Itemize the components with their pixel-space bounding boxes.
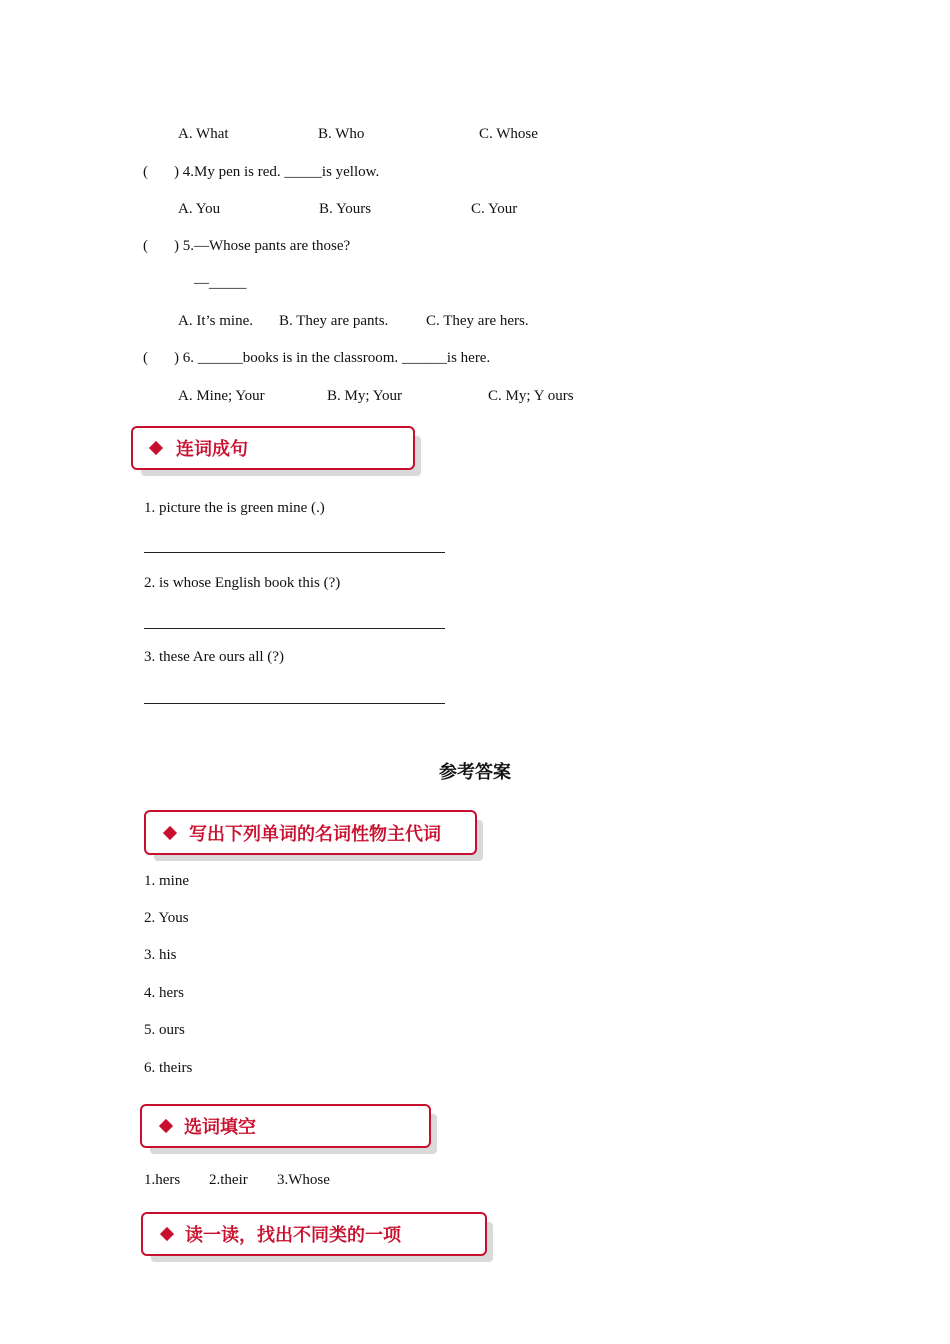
section-header-sentences <box>131 426 415 470</box>
q4-option-b: B. Yours <box>319 201 372 217</box>
diamond-bullet-icon <box>149 441 163 455</box>
q4-stem: ) 4.My pen is red. _____is yellow. <box>174 164 380 180</box>
section-header-fill <box>140 1104 431 1148</box>
answer-key-title: 参考答案 <box>439 762 511 783</box>
q6-option-a: A. Mine; Your <box>178 388 265 404</box>
q3-option-b: B. Who <box>318 126 365 142</box>
diamond-bullet-icon <box>163 825 177 839</box>
diamond-bullet-icon <box>160 1227 174 1241</box>
pronoun-answer-4: 4. hers <box>144 985 184 1001</box>
section-header-odd-one-out <box>141 1212 487 1256</box>
answer-line-1 <box>144 552 445 553</box>
fill-answer-2: 2.their <box>209 1172 248 1188</box>
answer-line-2 <box>144 628 445 629</box>
q4-option-c: C. Your <box>471 201 518 217</box>
diamond-bullet-icon <box>159 1119 173 1133</box>
q3-option-a: A. What <box>178 126 229 142</box>
sentence-3: 3. these Are ours all (?) <box>144 649 284 665</box>
q5-option-b: B. They are pants. <box>279 313 389 329</box>
pronoun-answer-1: 1. mine <box>144 873 189 889</box>
q4-paren: ( <box>143 164 148 180</box>
q5-stem: ) 5.—Whose pants are those? <box>174 238 351 254</box>
section-title: 选词填空 <box>184 1117 256 1138</box>
pronoun-answer-6: 6. theirs <box>144 1060 193 1076</box>
section-title: 连词成句 <box>176 439 248 460</box>
q6-option-b: B. My; Your <box>327 388 403 404</box>
q6-option-c: C. My; Y ours <box>488 388 574 404</box>
section-title: 读一读，找出不同类的一项 <box>185 1225 401 1246</box>
q5-answer-line: —_____ <box>194 275 247 291</box>
fill-answer-1: 1.hers <box>144 1172 181 1188</box>
q5-option-c: C. They are hers. <box>426 313 529 329</box>
q5-paren: ( <box>143 238 148 254</box>
pronoun-answer-5: 5. ours <box>144 1022 185 1038</box>
pronoun-answer-3: 3. his <box>144 947 177 963</box>
q6-stem: ) 6. ______books is in the classroom. ______is here. <box>174 350 491 366</box>
section-title: 写出下列单词的名词性物主代词 <box>189 823 441 845</box>
q3-option-c: C. Whose <box>479 126 538 142</box>
sentence-2: 2. is whose English book this (?) <box>144 575 341 591</box>
sentence-1: 1. picture the is green mine (.) <box>144 500 325 516</box>
fill-answer-3: 3.Whose <box>277 1172 330 1188</box>
q5-option-a: A. It’s mine. <box>178 313 253 329</box>
answer-line-3 <box>144 703 445 704</box>
section-header-pronouns <box>144 810 477 855</box>
q6-paren: ( <box>143 350 148 366</box>
pronoun-answer-2: 2. Yous <box>144 910 189 926</box>
q4-option-a: A. You <box>178 201 221 217</box>
